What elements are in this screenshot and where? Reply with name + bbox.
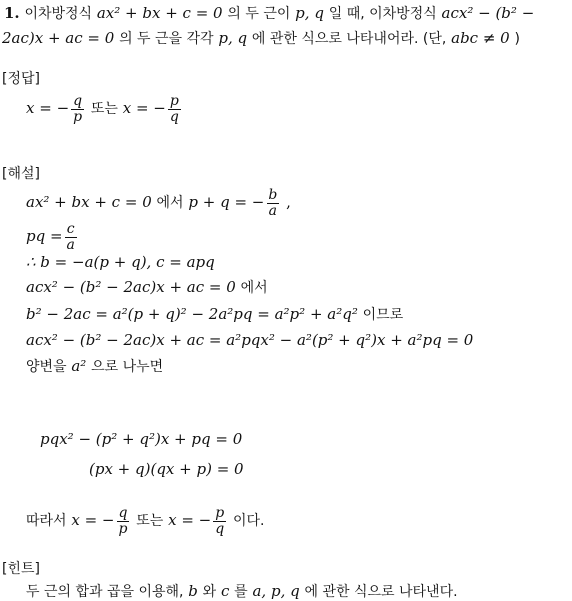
- fraction: $\frac{p}{q}$: [215, 504, 225, 537]
- answer-header: [정답]: [2, 71, 40, 87]
- explanation-line-9: (px + q)(qx + p) = 0: [89, 460, 244, 478]
- fraction: $\frac{c}{a}$: [66, 220, 75, 253]
- explanation-line-5: b² − 2ac = a²(p + q)² − 2a²pq = a²p² + a²q² 이므로: [26, 305, 404, 323]
- fraction: $\frac{q}{p}$: [73, 92, 83, 125]
- explanation-line-10: 따라서 x = − $\frac{q}{p}$ 또는 x = − $\frac{p}{q}$ 이다.: [26, 504, 265, 537]
- problem-line-1: 1. 이차방정식 ax² + bx + c = 0 의 두 근이 p, q 일 때, 이차방정식 acx² − (b² −: [4, 4, 535, 22]
- explanation-header: [해설]: [2, 166, 40, 182]
- explanation-line-4: acx² − (b² − 2ac)x + ac = 0 에서: [26, 278, 268, 296]
- explanation-line-8: pqx² − (p² + q²)x + pq = 0: [40, 430, 243, 448]
- fraction: $\frac{p}{q}$: [169, 92, 179, 125]
- problem-line-2: 2ac)x + ac = 0 의 두 근을 각각 p, q 에 관한 식으로 나타내어라. (단, abc ≠ 0 ): [2, 29, 520, 47]
- hint-line: 두 근의 합과 곱을 이용해, b 와 c 를 a, p, q 에 관한 식으로 나타낸다.: [26, 582, 458, 600]
- fraction: $\frac{b}{a}$: [268, 186, 278, 219]
- hint-header: [힌트]: [2, 561, 40, 577]
- explanation-line-3: ∴ b = −a(p + q), c = apq: [26, 253, 215, 271]
- answer-line: x = − $\frac{q}{p}$ 또는 x = − $\frac{p}{q}$: [26, 92, 179, 125]
- fraction: $\frac{q}{p}$: [118, 504, 128, 537]
- explanation-line-2: pq = $\frac{c}{a}$: [26, 220, 75, 253]
- explanation-line-6: acx² − (b² − 2ac)x + ac = a²pqx² − a²(p² + q²)x + a²pq = 0: [26, 331, 474, 349]
- problem-number: 1.: [4, 4, 20, 22]
- explanation-line-7: 양변을 a² 으로 나누면: [26, 357, 164, 375]
- explanation-line-1: ax² + bx + c = 0 에서 p + q = − $\frac{b}{a}$ ,: [26, 186, 291, 219]
